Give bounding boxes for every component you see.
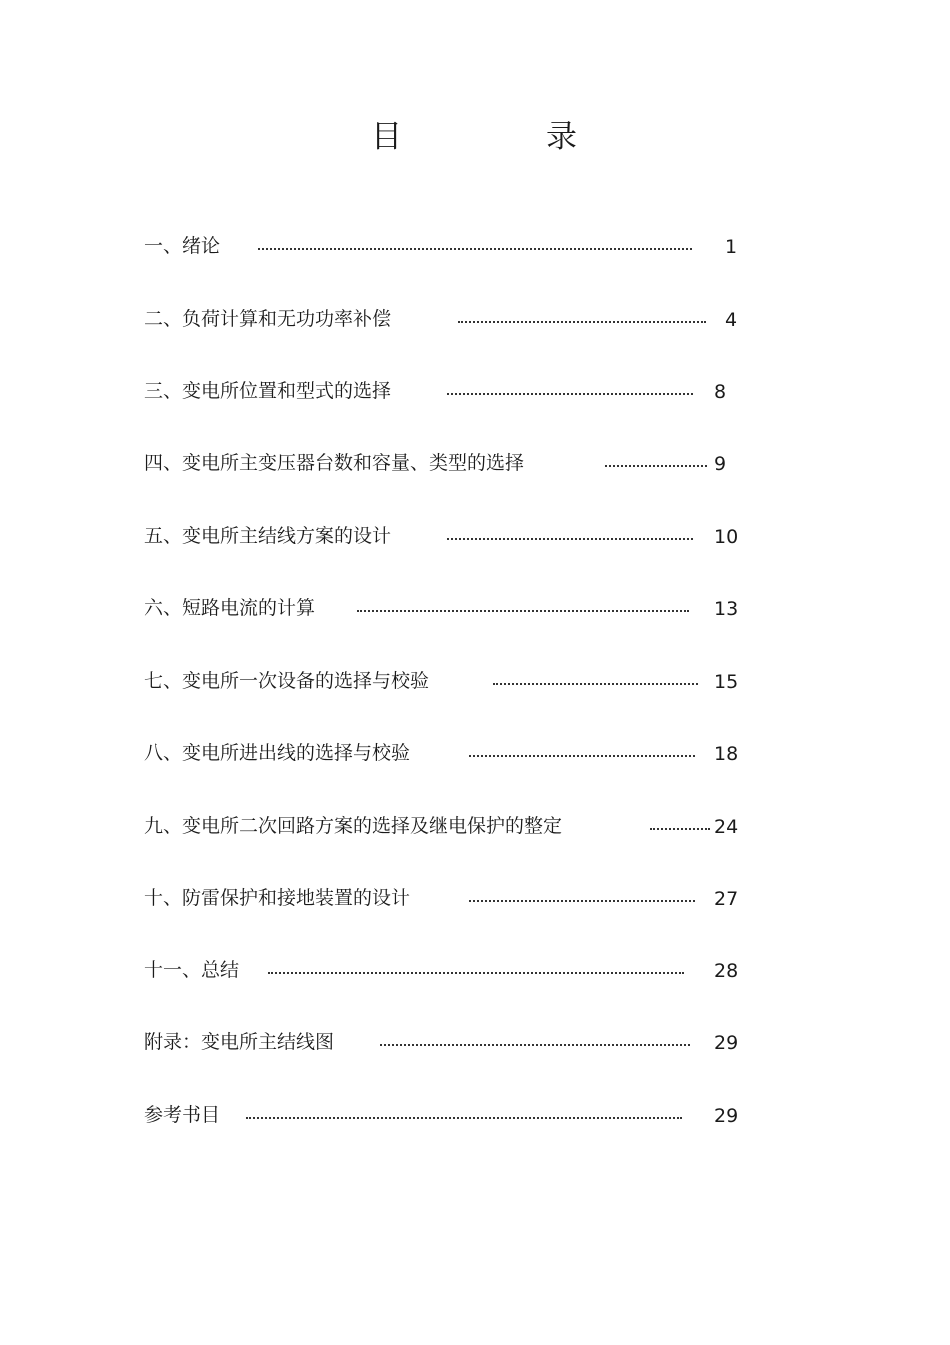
- toc-entry-label: 三、变电所位置和型式的选择: [144, 380, 392, 402]
- toc-dot-leader: [357, 593, 689, 623]
- toc-entry-label: 八、变电所进出线的选择与校验: [144, 742, 411, 764]
- toc-page-number: 13: [714, 598, 739, 620]
- title-char-2: 录: [546, 119, 577, 155]
- toc-entry-12[interactable]: [0, 1027, 950, 1057]
- toc-dot-leader: [246, 1100, 682, 1130]
- toc-entry-label: 二、负荷计算和无功功率补偿: [144, 308, 392, 330]
- title-char-1: 目: [371, 119, 402, 155]
- toc-entry-label: 参考书目: [144, 1104, 221, 1126]
- toc-entry-1[interactable]: [0, 231, 950, 261]
- toc-entry-3[interactable]: [0, 376, 950, 406]
- toc-entry-label: 一、绪论: [144, 235, 221, 257]
- toc-dot-leader: [605, 448, 707, 478]
- toc-page-number: 29: [714, 1032, 739, 1054]
- toc-page-number: 4: [725, 309, 738, 331]
- toc-entry-label: 附录：变电所主结线图: [144, 1031, 335, 1053]
- toc-dot-leader: [447, 376, 693, 406]
- toc-dot-leader: [469, 883, 695, 913]
- toc-dot-leader: [447, 521, 693, 551]
- toc-page-number: 8: [714, 381, 727, 403]
- toc-page-number: 9: [714, 453, 727, 475]
- toc-entry-10[interactable]: [0, 883, 950, 913]
- toc-page-number: 10: [714, 526, 739, 548]
- toc-page-number: 18: [714, 743, 739, 765]
- toc-entry-label: 五、变电所主结线方案的设计: [144, 525, 392, 547]
- toc-entry-label: 九、变电所二次回路方案的选择及继电保护的整定: [144, 815, 563, 837]
- toc-entry-label: 十一、总结: [144, 959, 240, 981]
- toc-entry-label: 十、防雷保护和接地装置的设计: [144, 887, 411, 909]
- toc-dot-leader: [268, 955, 684, 985]
- toc-entry-7[interactable]: [0, 666, 950, 696]
- toc-dot-leader: [469, 738, 695, 768]
- toc-entry-9[interactable]: [0, 811, 950, 841]
- toc-entry-13[interactable]: [0, 1100, 950, 1130]
- toc-entry-2[interactable]: [0, 304, 950, 334]
- toc-dot-leader: [258, 231, 692, 261]
- toc-entry-8[interactable]: [0, 738, 950, 768]
- toc-entry-6[interactable]: [0, 593, 950, 623]
- toc-dot-leader: [458, 304, 706, 334]
- toc-dot-leader: [380, 1027, 690, 1057]
- toc-dot-leader: [493, 666, 698, 696]
- page-title: [0, 112, 950, 162]
- toc-page-number: 28: [714, 960, 739, 982]
- toc-dot-leader: [650, 811, 710, 841]
- toc-entry-5[interactable]: [0, 521, 950, 551]
- toc-entry-label: 六、短路电流的计算: [144, 597, 316, 619]
- toc-entry-11[interactable]: [0, 955, 950, 985]
- toc-page-number: 1: [725, 236, 738, 258]
- toc-entry-label: 四、变电所主变压器台数和容量、类型的选择: [144, 452, 525, 474]
- toc-page-number: 24: [714, 816, 739, 838]
- toc-entry-label: 七、变电所一次设备的选择与校验: [144, 670, 430, 692]
- toc-page-number: 27: [714, 888, 739, 910]
- toc-page-number: 29: [714, 1105, 739, 1127]
- toc-entry-4[interactable]: [0, 448, 950, 478]
- toc-page-number: 15: [714, 671, 739, 693]
